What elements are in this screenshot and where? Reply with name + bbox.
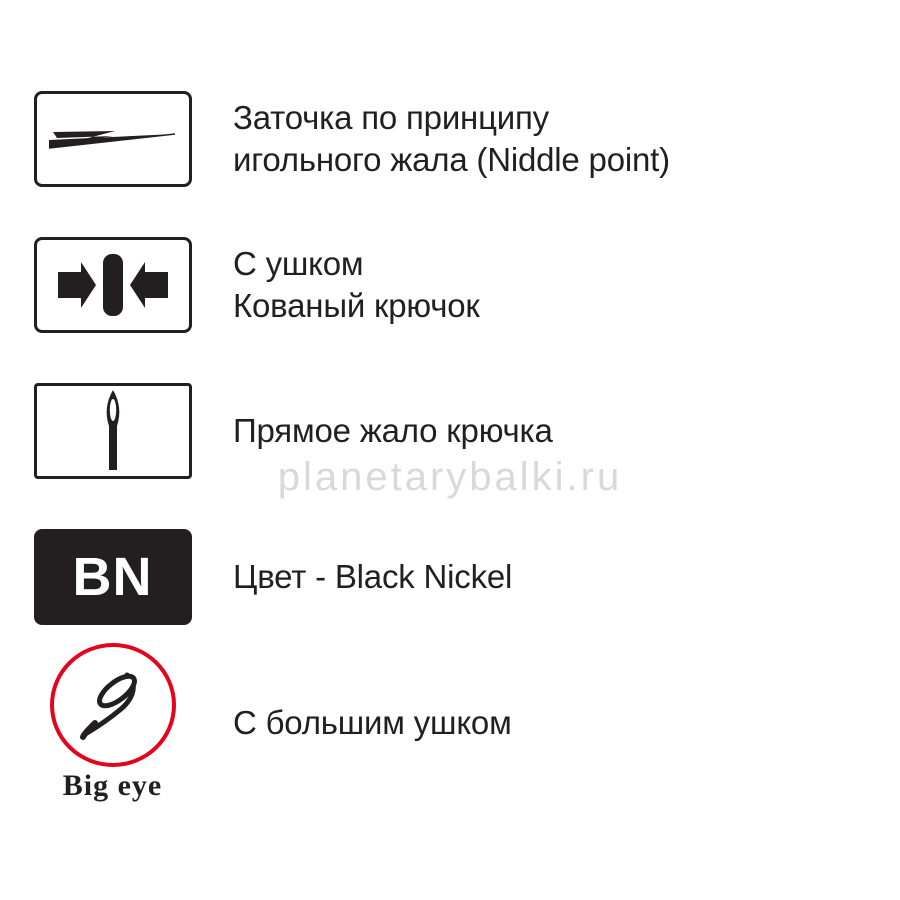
big-eye-icon [18, 643, 208, 803]
black-nickel-label: BN [72, 547, 153, 607]
big-eye-circle [50, 643, 176, 767]
feature-list [0, 66, 900, 802]
watermark: planetarybalki.ru [277, 455, 623, 499]
needle-point-sharpening-icon [34, 91, 192, 187]
feature-text [225, 243, 900, 327]
black-nickel-color-icon [34, 529, 192, 625]
feature-text [225, 702, 900, 744]
feature-line-1: Прямое жало крючка [233, 411, 553, 449]
forged-hook-with-eye-icon [34, 237, 192, 333]
feature-line-1: Цвет - Black Nickel [233, 557, 513, 595]
icon-cell [0, 383, 225, 479]
feature-row [0, 358, 900, 504]
feature-row [0, 66, 900, 212]
feature-line-2: игольного жала (Niddle point) [233, 141, 670, 178]
big-eye-label: Big eye [62, 769, 163, 802]
straight-hook-point-icon [34, 383, 192, 479]
feature-text [225, 556, 900, 598]
icon-cell [0, 529, 225, 625]
icon-cell [0, 237, 225, 333]
feature-text [225, 97, 900, 181]
feature-row [0, 212, 900, 358]
feature-line-1: С большим ушком [233, 703, 512, 741]
feature-row [0, 504, 900, 650]
feature-line-1: Заточка по принципу [233, 98, 549, 136]
icon-cell [0, 91, 225, 187]
icon-cell [0, 643, 225, 803]
feature-line-1: С ушком [233, 244, 364, 282]
feature-text [225, 410, 900, 452]
feature-line-2: Кованый крючок [233, 287, 480, 324]
feature-row [0, 650, 900, 802]
